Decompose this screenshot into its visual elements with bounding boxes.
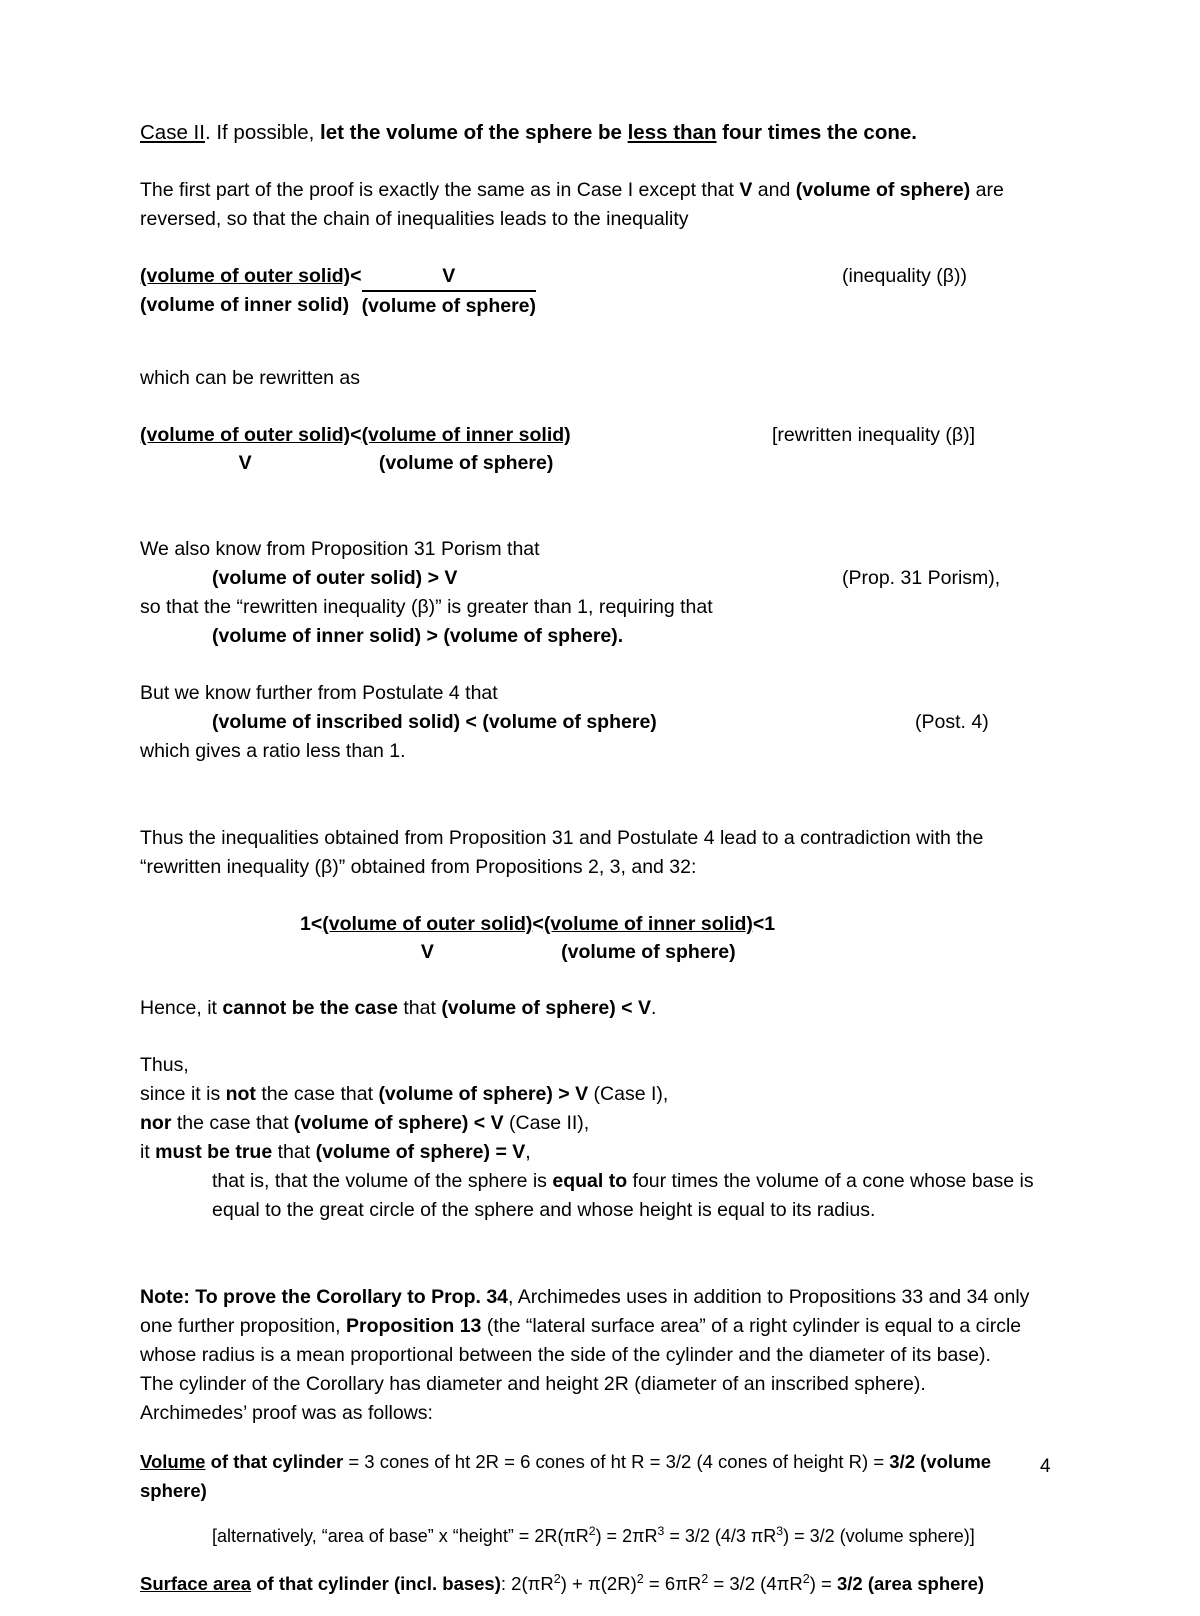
thus-line-case-1: [140, 1080, 1060, 1109]
intro-line1-a: The first part of the proof is exactly the same as in Case I except that: [140, 179, 740, 201]
spacer: [140, 1225, 1060, 1283]
thus-explanation: [140, 1167, 1060, 1225]
note-proposition-13: Proposition 13: [345, 1315, 482, 1337]
alt-sup3: 3: [776, 1524, 784, 1538]
fraction-group-1: [140, 262, 536, 320]
fraction-3-denominator: V: [238, 452, 252, 474]
thus-label: Thus,: [140, 1054, 189, 1076]
surface-tail: 3/2 (area sphere): [837, 1572, 985, 1594]
chain-fraction-1-denominator: V: [420, 941, 434, 963]
thus-line3-e: ,: [525, 1141, 531, 1163]
surface-sup2: 2: [636, 1571, 644, 1586]
note-label: Note: To prove the Corollary to Prop. 34: [140, 1286, 509, 1308]
page-title: [140, 118, 1060, 148]
fraction-4-denominator: (volume of sphere): [378, 452, 554, 474]
heading-bold-part-1: let the volume of the sphere be: [320, 121, 628, 144]
alt-p4: ) = 3/2 (volume sphere)]: [783, 1526, 975, 1546]
thus-line5: equal to the great circle of the sphere and whose height is equal to its radius.: [212, 1199, 876, 1221]
intro-volume-of-sphere: (volume of sphere): [795, 179, 971, 201]
heading-after-label: . If possible,: [204, 121, 321, 144]
thus-nor: nor: [140, 1112, 172, 1134]
annotation-rewritten-inequality-beta: [rewritten inequality (β)]: [772, 424, 976, 446]
spacer: [140, 393, 1060, 421]
surface-p1: : 2(πR: [500, 1572, 554, 1594]
thus-line4-a: that is, that the volume of the sphere is: [212, 1170, 553, 1192]
contradiction-line1: Thus the inequalities obtained from Proposition 31 and Postulate 4 lead to a contradiction with the: [140, 827, 984, 849]
porism-middle: so that the “rewritten inequality (β)” is greater than 1, requiring that: [140, 596, 713, 618]
surface-sup4: 2: [802, 1571, 810, 1586]
surface-area-formula-line: [140, 1569, 1060, 1598]
display-chain-inequality: [140, 910, 1060, 966]
operator-less-than: <: [350, 424, 362, 446]
thus-expr-equal: (volume of sphere) = V: [315, 1141, 526, 1163]
heading-less-than: less than: [627, 121, 717, 144]
fraction-group-2: [140, 421, 571, 477]
alt-p3: = 3/2 (4/3 πR: [664, 1526, 777, 1546]
fraction-1-numerator: (volume of outer solid): [140, 265, 351, 287]
volume-body: = 3 cones of ht 2R = 6 cones of ht R = 3/2 (4 cones of height R) =: [343, 1450, 890, 1472]
operator-less-than: <: [350, 265, 362, 287]
spacer: [140, 966, 1060, 994]
thus-expr-case-1: (volume of sphere) > V: [378, 1083, 589, 1105]
chain-operator-3: <: [752, 913, 765, 935]
thus-line3-c: that: [272, 1141, 316, 1163]
fraction-group-3: [300, 910, 775, 966]
postulate-lead: But we know further from Postulate 4 that: [140, 682, 498, 704]
thus-line1-e: (Case I),: [588, 1083, 669, 1105]
hence-e: .: [651, 997, 657, 1019]
contradiction-line2: “rewritten inequality (β)” obtained from Propositions 2, 3, and 32:: [140, 856, 697, 878]
hence-c: that: [397, 997, 442, 1019]
postulate-block: [140, 679, 1060, 766]
volume-formula-line: [140, 1447, 1060, 1505]
hence-expression: (volume of sphere) < V: [441, 997, 651, 1019]
thus-equal-to: equal to: [552, 1170, 628, 1192]
operator-spacer: [350, 291, 361, 320]
thus-line-case-2: [140, 1109, 1060, 1138]
annotation-prop-31-porism: (Prop. 31 Porism),: [842, 567, 1001, 589]
note-line3: whose radius is a mean proportional between the side of the cylinder and the diameter of its base).: [140, 1344, 991, 1366]
display-rewritten-inequality-beta: [140, 421, 1060, 477]
fraction-2-numerator: V: [362, 262, 536, 291]
thus-line1-a: since it is: [140, 1083, 226, 1105]
alt-sup1: 2: [588, 1524, 596, 1538]
spacer: [140, 320, 1060, 364]
volume-label-underlined: Volume: [140, 1450, 206, 1472]
surface-sup3: 2: [701, 1571, 709, 1586]
surface-label-underlined: Surface area: [140, 1572, 252, 1594]
porism-conclusion: (volume of inner solid) > (volume of sphere).: [212, 625, 624, 647]
contradiction-paragraph: [140, 824, 1060, 882]
intro-line1-b: and: [752, 179, 796, 201]
volume-label-rest: of that cylinder: [205, 1450, 344, 1472]
surface-sup1: 2: [553, 1571, 561, 1586]
porism-statement: (volume of outer solid) > V: [212, 567, 458, 589]
surface-p3: = 6πR: [643, 1572, 702, 1594]
alt-p2: ) = 2πR: [595, 1526, 658, 1546]
chain-fraction-1-numerator: (volume of outer solid): [322, 913, 533, 935]
thus-expr-case-2: (volume of sphere) < V: [293, 1112, 504, 1134]
chain-fraction-2-numerator: (volume of inner solid): [543, 913, 753, 935]
display-inequality-beta: [140, 262, 1060, 320]
volume-tail: 3/2 (volume sphere): [140, 1450, 992, 1501]
intro-line2: reversed, so that the chain of inequalities leads to the inequality: [140, 208, 689, 230]
note-block: [140, 1283, 1060, 1598]
hence-cannot-be-the-case: cannot be the case: [222, 997, 398, 1019]
intro-v-symbol: V: [739, 179, 753, 201]
thus-block: [140, 1051, 1060, 1225]
note-line4: The cylinder of the Corollary has diameter and height 2R (diameter of an inscribed sphere).: [140, 1373, 926, 1395]
alt-sup2: 3: [657, 1524, 665, 1538]
fraction-1-denominator: (volume of inner solid): [140, 294, 350, 316]
thus-line2-b: the case that: [171, 1112, 294, 1134]
chain-spacer: [764, 938, 775, 966]
alternative-formula-line: [140, 1523, 1060, 1550]
page-content: [140, 118, 1060, 1616]
note-line2-c: (the “lateral surface area” of a right cylinder is equal to a circle: [481, 1315, 1022, 1337]
hence-line: [140, 994, 1060, 1023]
spacer: [140, 882, 1060, 910]
note-line1-rest: , Archimedes uses in addition to Propositions 33 and 34 only: [508, 1286, 1030, 1308]
annotation-post-4: (Post. 4): [915, 711, 989, 733]
chain-left-one: 1: [300, 913, 311, 935]
operator-spacer: [350, 449, 361, 477]
chain-fraction-2-denominator: (volume of sphere): [561, 941, 736, 963]
note-line2-a: one further proposition,: [140, 1315, 346, 1337]
heading-bold-part-2: four times the cone.: [716, 121, 917, 144]
spacer: [140, 234, 1060, 262]
thus-line3-a: it: [140, 1141, 156, 1163]
note-paragraph: [140, 1283, 1060, 1428]
surface-label-rest: of that cylinder (incl. bases): [251, 1572, 501, 1594]
surface-p4: = 3/2 (4πR: [708, 1572, 803, 1594]
spacer: [140, 651, 1060, 679]
fraction-2-denominator: (volume of sphere): [361, 295, 537, 317]
spacer: [140, 477, 1060, 535]
intro-paragraph: [140, 176, 1060, 234]
chain-spacer: [300, 938, 311, 966]
fraction-4-numerator: (volume of inner solid): [361, 424, 571, 446]
note-line5: Archimedes’ proof was as follows:: [140, 1402, 433, 1424]
page-number: 4: [1040, 1456, 1051, 1477]
porism-lead: We also know from Proposition 31 Porism that: [140, 538, 540, 560]
chain-spacer: [311, 938, 322, 966]
thus-line2-d: (Case II),: [503, 1112, 590, 1134]
thus-not: not: [225, 1083, 256, 1105]
hence-a: Hence, it: [140, 997, 223, 1019]
intro-line1-d: are: [970, 179, 1004, 201]
surface-p5: ) =: [809, 1572, 837, 1594]
chain-spacer: [532, 938, 543, 966]
thus-must-be-true: must be true: [155, 1141, 273, 1163]
thus-line-must-be-true: [140, 1138, 1060, 1167]
chain-operator-1: <: [310, 913, 323, 935]
thus-line4-c: four times the volume of a cone whose base is: [627, 1170, 1034, 1192]
surface-p2: ) + π(2R): [560, 1572, 637, 1594]
chain-operator-2: <: [532, 913, 544, 935]
annotation-inequality-beta: (inequality (β)): [842, 265, 967, 287]
alt-p1: [alternatively, “area of base” x “height” = 2R(πR: [212, 1526, 589, 1546]
chain-right-one: 1: [764, 913, 776, 935]
porism-block: [140, 535, 1060, 651]
thus-line1-c: the case that: [255, 1083, 379, 1105]
chain-spacer: [753, 938, 764, 966]
spacer: [140, 148, 1060, 176]
rewritten-lead: which can be rewritten as: [140, 367, 361, 389]
postulate-trailing: which gives a ratio less than 1.: [140, 740, 406, 762]
spacer: [140, 766, 1060, 824]
case-label: Case II: [140, 121, 205, 144]
fraction-3-numerator: (volume of outer solid): [140, 424, 351, 446]
spacer: [140, 1023, 1060, 1051]
postulate-statement: (volume of inscribed solid) < (volume of sphere): [212, 711, 657, 733]
